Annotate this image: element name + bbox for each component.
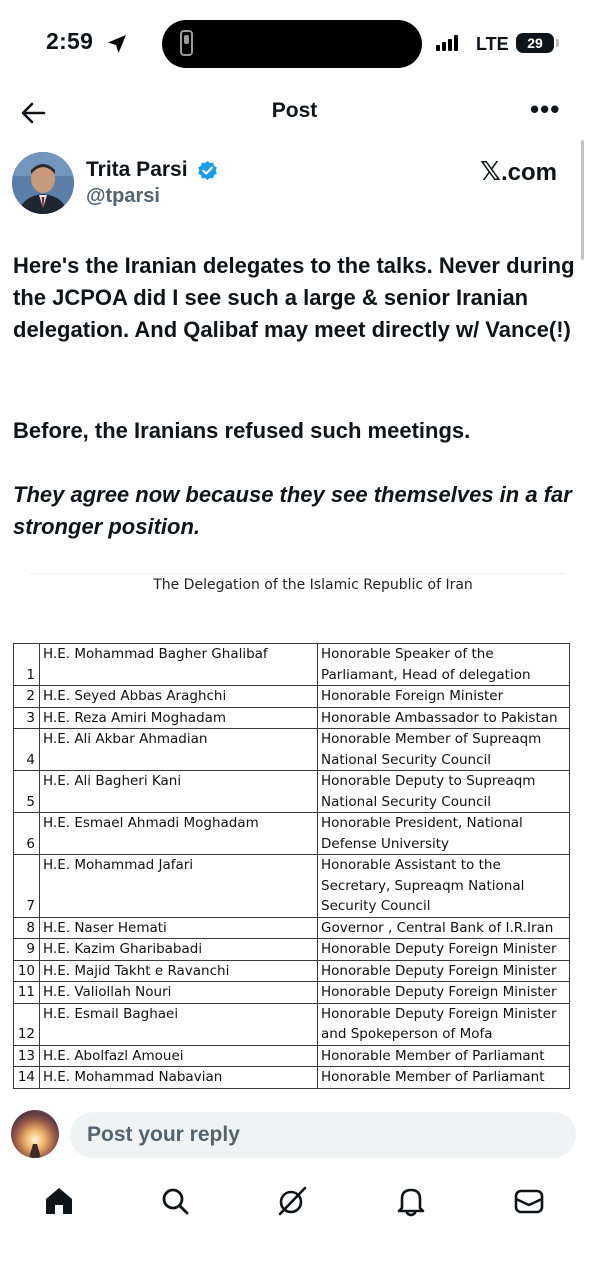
role-line: Honorable Deputy to Supreaqm [321, 773, 536, 789]
role-line: Honorable Deputy Foreign Minister [321, 1005, 557, 1022]
author-handle[interactable]: @tparsi [86, 185, 160, 207]
more-options-icon[interactable]: ••• [530, 94, 561, 124]
table-row [14, 939, 570, 961]
table-row [14, 771, 570, 813]
role-line: Honorable Assistant to the [321, 857, 501, 873]
table-row [14, 1003, 570, 1045]
role-line: Parliamant, Head of delegation [321, 666, 531, 683]
role-line: Honorable Ambassador to Pakistan [321, 709, 558, 726]
delegate-name: H.E. Ali Bagheri Kani [40, 771, 318, 813]
table-row [14, 644, 570, 686]
role-line: Honorable Deputy Foreign Minister [321, 941, 557, 957]
attachment-title: The Delegation of the Islamic Republic of Iran [153, 577, 473, 593]
delegate-role [318, 939, 570, 961]
role-line: National Security Council [321, 793, 491, 810]
row-number: 12 [14, 1003, 40, 1045]
role-line: Defense University [321, 835, 450, 852]
table-row [14, 1067, 570, 1089]
row-number: 14 [14, 1067, 40, 1089]
verified-badge-icon [197, 160, 218, 181]
row-number: 4 [14, 729, 40, 771]
row-number: 6 [14, 813, 40, 855]
delegate-role [318, 1003, 570, 1045]
delegate-name: H.E. Mohammad Nabavian [40, 1067, 318, 1089]
row-number: 8 [14, 917, 40, 939]
role-line: Honorable President, National [321, 815, 523, 831]
delegate-role [318, 707, 570, 729]
role-line: Honorable Member of Parliamant [321, 1069, 545, 1085]
delegate-name: H.E. Ali Akbar Ahmadian [40, 729, 318, 771]
microphone-icon [180, 30, 193, 56]
table-row [14, 686, 570, 708]
delegate-name: H.E. Seyed Abbas Araghchi [40, 686, 318, 708]
messages-icon[interactable] [512, 1184, 546, 1218]
delegate-name: H.E. Mohammad Jafari [40, 855, 318, 918]
table-row [14, 855, 570, 918]
tweet-text-paragraph: Here's the Iranian delegates to the talks. Never during the JCPOA did I see such a large & senior Iranian delegation. And Qalibaf may meet directly w/ Vance(!) [13, 253, 575, 342]
delegate-name: H.E. Naser Hemati [40, 917, 318, 939]
row-number: 7 [14, 855, 40, 918]
role-line: and Spokeperson of Mofa [321, 1026, 493, 1042]
delegate-name: H.E. Abolfazl Amouei [40, 1045, 318, 1067]
delegation-table[interactable] [13, 643, 570, 1089]
status-time: 2:59 [46, 28, 94, 54]
table-row [14, 982, 570, 1004]
role-line: Honorable Deputy Foreign Minister [321, 984, 557, 1000]
delegate-name: H.E. Esmael Ahmadi Moghadam [40, 813, 318, 855]
reply-placeholder: Post your reply [87, 1123, 240, 1146]
row-number: 13 [14, 1045, 40, 1067]
table-row [14, 960, 570, 982]
delegate-role [318, 771, 570, 813]
row-number: 1 [14, 644, 40, 686]
role-line: Honorable Member of Supreaqm [321, 731, 542, 747]
role-line: Governor , Central Bank of I.R.Iran [321, 919, 554, 936]
role-line: Secretary, Supreaqm National [321, 877, 525, 894]
delegate-role [318, 813, 570, 855]
delegate-role [318, 1067, 570, 1089]
table-row [14, 707, 570, 729]
row-number: 2 [14, 686, 40, 708]
row-number: 5 [14, 771, 40, 813]
delegate-role [318, 644, 570, 686]
author-name[interactable]: Trita Parsi [86, 158, 188, 181]
battery-icon: 29 [516, 33, 554, 53]
table-row [14, 813, 570, 855]
delegate-name: H.E. Majid Takht e Ravanchi [40, 960, 318, 982]
grok-icon[interactable] [275, 1184, 309, 1218]
page-title: Post [271, 99, 318, 122]
table-row [14, 917, 570, 939]
delegate-role [318, 982, 570, 1004]
image-divider [30, 573, 565, 574]
tweet-text-paragraph: They agree now because they see themselves in a far stronger position. [13, 482, 572, 539]
role-line: Honorable Foreign Minister [321, 688, 504, 704]
role-line: Honorable Member of Parliamant [321, 1047, 545, 1064]
role-line: National Security Council [321, 751, 491, 768]
delegate-name: H.E. Mohammad Bagher Ghalibaf [40, 644, 318, 686]
row-number: 11 [14, 982, 40, 1004]
delegate-role [318, 917, 570, 939]
source-label [480, 157, 557, 187]
location-arrow-icon [107, 34, 127, 54]
dynamic-island [162, 20, 422, 68]
user-avatar[interactable] [11, 1110, 59, 1158]
delegate-role [318, 960, 570, 982]
row-number: 3 [14, 707, 40, 729]
x-logo: 𝕏 [480, 157, 501, 187]
delegate-name: H.E. Valiollah Nouri [40, 982, 318, 1004]
row-number: 10 [14, 960, 40, 982]
delegate-role [318, 1045, 570, 1067]
tweet-text-paragraph: Before, the Iranians refused such meetings. [13, 418, 471, 443]
delegate-name: H.E. Reza Amiri Moghadam [40, 707, 318, 729]
home-icon[interactable] [42, 1184, 76, 1218]
delegate-role [318, 729, 570, 771]
delegate-role [318, 686, 570, 708]
table-row [14, 729, 570, 771]
search-icon[interactable] [158, 1184, 192, 1218]
delegate-role [318, 855, 570, 918]
delegate-name: H.E. Esmail Baghaei [40, 1003, 318, 1045]
role-line: Honorable Deputy Foreign Minister [321, 962, 557, 979]
scrollbar[interactable] [581, 140, 584, 260]
role-line: Honorable Speaker of the [321, 646, 494, 662]
signal-icon [436, 35, 458, 51]
delegate-name: H.E. Kazim Gharibabadi [40, 939, 318, 961]
row-number: 9 [14, 939, 40, 961]
author-avatar[interactable] [12, 152, 74, 214]
notifications-icon[interactable] [394, 1184, 428, 1218]
table-row [14, 1045, 570, 1067]
role-line: Security Council [321, 898, 431, 914]
network-type: LTE [476, 34, 509, 54]
source-domain: .com [500, 159, 557, 186]
